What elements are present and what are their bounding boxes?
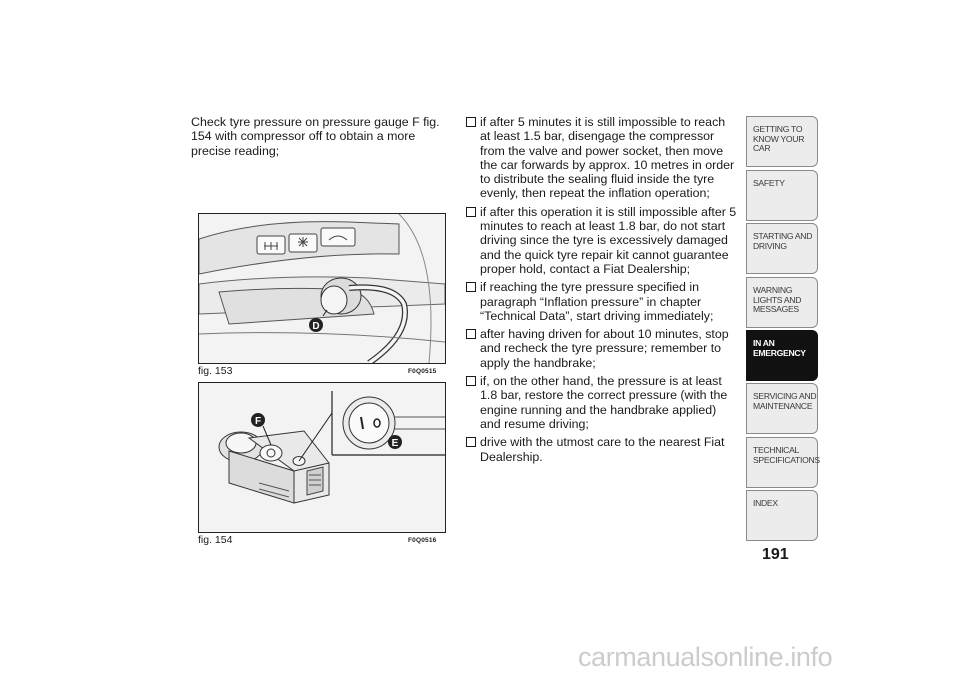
tab-safety[interactable]: SAFETY	[746, 170, 818, 221]
callout-e-label: E	[391, 438, 399, 449]
power-socket-illustration	[199, 214, 445, 363]
tab-starting-and-driving[interactable]: STARTING AND DRIVING	[746, 223, 818, 274]
checkbox-icon	[466, 437, 476, 447]
callout-f-label: F	[254, 416, 262, 427]
page-number: 191	[762, 546, 789, 563]
checkbox-icon	[466, 282, 476, 292]
checkbox-icon	[466, 207, 476, 217]
tab-servicing-and-maintenance[interactable]: SERVICING AND MAINTENANCE	[746, 383, 818, 434]
checkbox-icon	[466, 117, 476, 127]
list-item: if, on the other hand, the pressure is at least 1.8 bar, restore the correct pressure (with the engine running and the handbrake applied) and resume driving;	[466, 374, 738, 431]
compressor-illustration	[199, 383, 445, 532]
watermark: carmanualsonline.info	[578, 642, 833, 672]
callout-d-label: D	[312, 321, 320, 332]
checkbox-icon	[466, 376, 476, 386]
tab-index[interactable]: INDEX	[746, 490, 818, 541]
tab-getting-to-know-your-car[interactable]: GETTING TO KNOW YOUR CAR	[746, 116, 818, 167]
figure-153-code: F0Q0515	[408, 368, 437, 375]
list-item: drive with the utmost care to the nearest Fiat Dealership.	[466, 435, 738, 464]
list-item: if reaching the tyre pressure specified in paragraph “Inflation pressure” in chapter “Technical Data”, start driving immediately;	[466, 280, 738, 323]
intro-paragraph: Check tyre pressure on pressure gauge F fig. 154 with compressor off to obtain a more precise reading;	[191, 115, 440, 158]
figure-154-compressor	[198, 382, 446, 533]
tab-in-an-emergency[interactable]: IN AN EMERGENCY	[746, 330, 818, 381]
tab-technical-specifications[interactable]: TECHNICAL SPECIFICATIONS	[746, 437, 818, 488]
tab-warning-lights-and-messages[interactable]: WARNING LIGHTS AND MESSAGES	[746, 277, 818, 328]
list-item: if after this operation it is still impossible after 5 minutes to reach at least 1.8 bar, do not start driving since the tyre is excessively damaged and the quick tyre repair kit cannot guarantee proper hold, contact a Fiat Dealership;	[466, 205, 738, 276]
list-item: after having driven for about 10 minutes, stop and recheck the tyre pressure; remember to apply the handbrake;	[466, 327, 738, 370]
checkbox-icon	[466, 329, 476, 339]
step-list	[466, 115, 738, 468]
figure-154-caption: fig. 154	[198, 534, 233, 546]
list-item: if after 5 minutes it is still impossible to reach at least 1.5 bar, disengage the compressor from the valve and power socket, then move the car forwards by approx. 10 metres in order to distribute the sealing fluid inside the tyre evenly, then repeat the inflation operation;	[466, 115, 738, 201]
chapter-tabs	[746, 116, 819, 544]
figure-154-code: F0Q0516	[408, 537, 437, 544]
figure-153-caption: fig. 153	[198, 365, 233, 377]
figure-153-power-socket	[198, 213, 446, 364]
